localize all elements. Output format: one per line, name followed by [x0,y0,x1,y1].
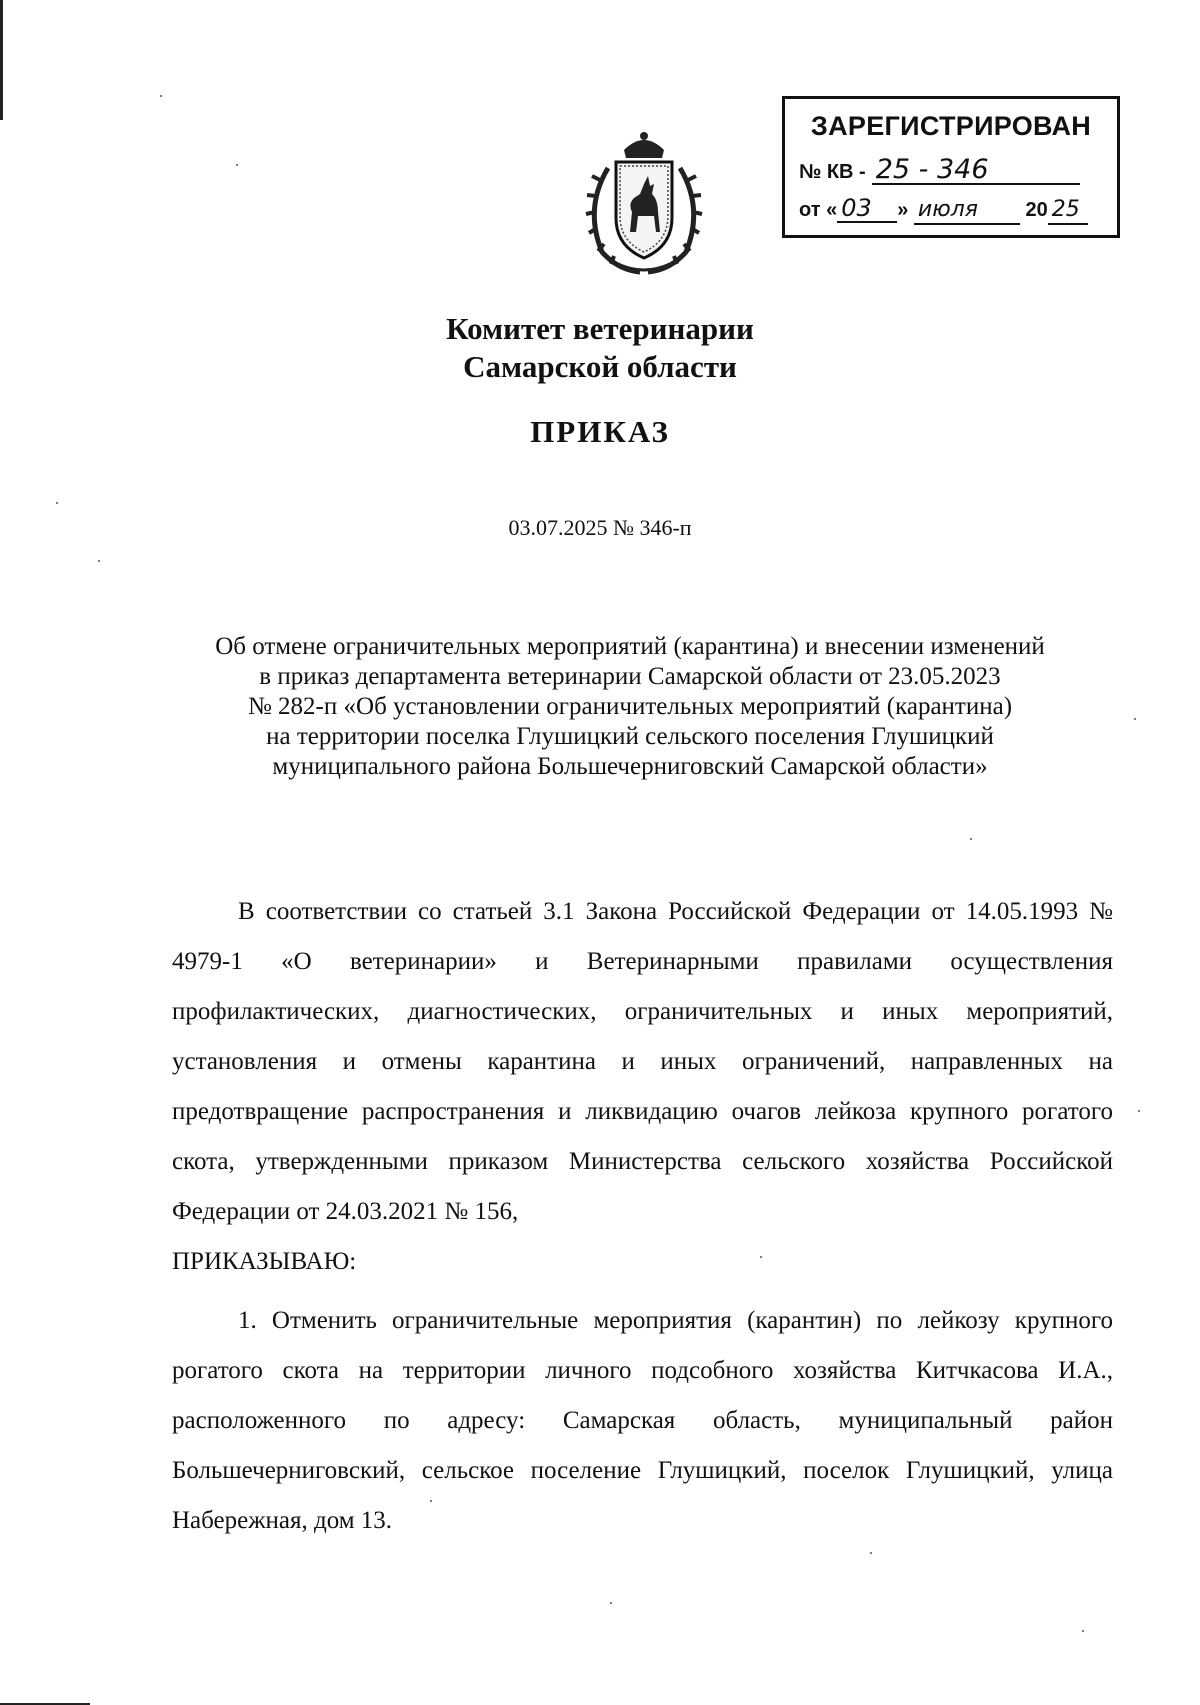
scan-speck [870,1552,872,1554]
coat-of-arms-icon [578,128,710,276]
stamp-date-day-handwritten: 03 [837,195,897,223]
scan-speck [160,95,162,97]
scan-speck [236,164,238,166]
stamp-date-prefix: от « [799,199,838,221]
scan-speck [98,560,100,562]
scan-speck [1134,718,1136,720]
registration-stamp [782,96,1120,238]
stamp-number-handwritten: 25 - 346 [872,157,1080,185]
scan-speck [1138,1110,1140,1112]
subject-line: муниципального района Большечерниговский Самарской области» [272,753,988,780]
stamp-year-prefix: 20 [1025,199,1048,221]
scan-speck [610,1602,612,1604]
organization-name-line2: Самарской области [463,349,737,384]
document-subject [150,632,1110,782]
document-type: ПРИКАЗ [530,414,670,449]
stamp-title: ЗАРЕГИСТРИРОВАН [810,111,1092,141]
subject-line: № 282-п «Об установлении ограничительных мероприятий (карантина) [247,693,1013,720]
document-date-number: 03.07.2025 № 346-п [508,515,692,540]
organization-name-line1: Комитет ветеринарии [446,311,754,346]
subject-line: Об отмене ограничительных мероприятий (карантина) и внесении изменений [215,633,1045,660]
subject-line: в приказ департамента ветеринарии Самарской области от 23.05.2023 [259,663,1001,690]
stamp-date-month-handwritten: июля [914,197,1020,225]
stamp-number-label: № КВ - [799,161,866,183]
scan-speck [1082,1630,1084,1632]
scan-edge-left [0,0,3,120]
stamp-date-row [799,195,1105,225]
subject-line: на территории поселка Глушицкий сельского поселения Глушицкий [266,723,994,750]
preamble-text: В соответствии со статьей 3.1 Закона Российской Федерации от 14.05.1993 № 4979-1 «О ветеринарии» и Ветеринарными правилами осуществления профилактических, диагностических, ограничительных и иных мероприятий, установления и отмены карантина и иных ограничений, направленных на предотвращение распространения и ликвидацию очагов лейкоза крупного рогатого скота, утвержденными приказом Министерства сельского хозяйства Российской Федерации от 24.03.2021 № 156, [172,898,1113,1225]
order-item-1: 1. Отменить ограничительные мероприятия (карантин) по лейкозу крупного рогатого скота на территории личного подсобного хозяйства Китчкасова И.А., расположенного по адресу: Самарская область, муниципальный район Большечерниговский, сельское поселение Глушицкий, поселок Глушицкий, улица Набережная, дом 13. [172,1307,1113,1534]
preamble-paragraph [172,887,1113,1287]
scan-speck [970,838,972,840]
scan-speck [56,502,58,504]
stamp-year-handwritten: 25 [1048,197,1088,225]
stamp-number-row [799,154,1105,185]
order-command: ПРИКАЗЫВАЮ: [172,1248,357,1275]
stamp-date-mid: » [897,199,909,221]
